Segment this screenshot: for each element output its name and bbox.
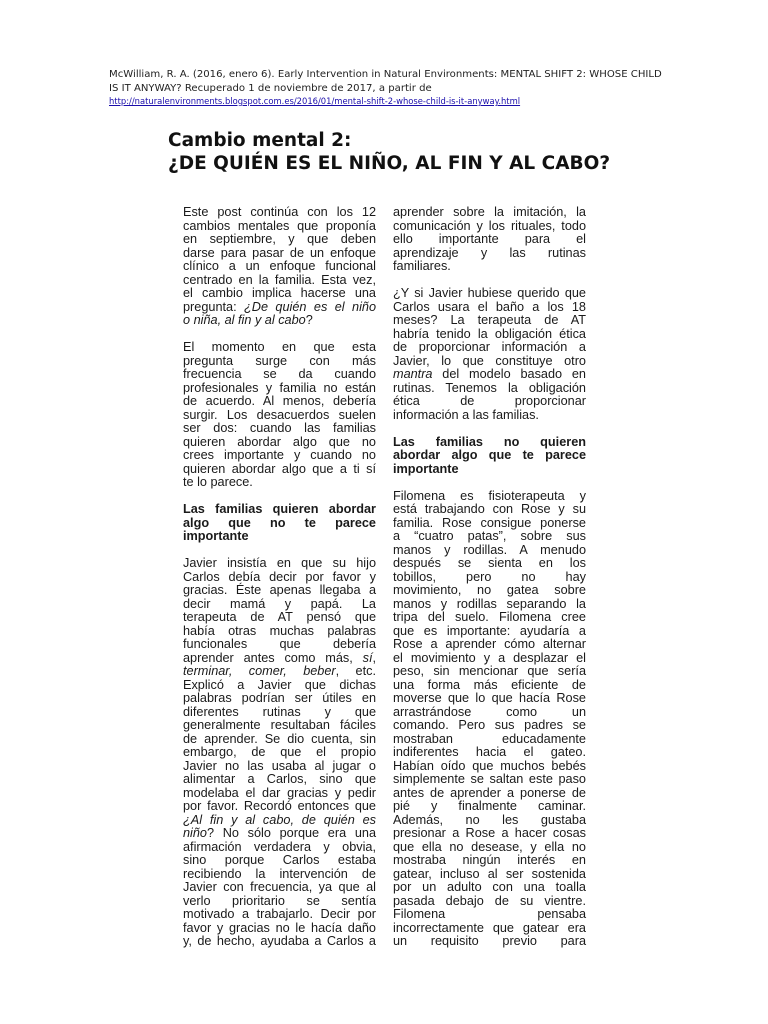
text-line: Filomena pensaba	[393, 907, 586, 921]
text-line: aprendizaje y las rutinas	[393, 245, 586, 260]
left-column	[183, 206, 376, 949]
text-line: una forma más eficiente de	[393, 677, 586, 692]
text-line: quieren abordar algo que no	[183, 434, 376, 449]
paragraph	[393, 490, 586, 949]
text-line: abordar algo que te parece	[393, 448, 586, 462]
text-line: antes de aprender a ponerse de	[393, 785, 586, 800]
text-line: el movimiento y a desplazar el	[393, 650, 586, 665]
text-line: presionar a Rose a hacer cosas	[393, 826, 586, 840]
text-line: importante	[393, 461, 459, 476]
section-heading	[183, 503, 376, 544]
text-line: Las familias quieren abordar	[183, 502, 376, 516]
text-line: pasada debajo de su vientre.	[393, 893, 586, 908]
text-line: familiares.	[393, 259, 451, 273]
text-line: palabras podrían ser útiles en	[183, 691, 376, 705]
text-line: cambios mentales que proponía	[183, 218, 376, 233]
text-line: moverse que lo que hacía Rose	[393, 691, 586, 705]
text-line: movimiento, no gatea sobre	[393, 583, 586, 597]
text-line: favor y gracias no le hacía daño	[183, 920, 376, 935]
text-line: darse para pasar de un enfoque	[183, 245, 376, 260]
text-line: en septiembre, y que deben	[183, 232, 376, 246]
text-line: indiferentes hacia el gateo.	[393, 745, 586, 759]
text-line: está trabajando con Rose y su	[393, 502, 586, 516]
text-line: niño? No sólo porque era una	[183, 826, 376, 840]
section-heading	[393, 436, 586, 477]
text-line: meses? La terapeuta de AT	[393, 313, 586, 327]
text-line: Carlos usara el baño a los 18	[393, 299, 586, 314]
text-line: que es importante: ayudaría a	[393, 623, 586, 638]
text-line: motivado a trabajarlo. Decir por	[183, 907, 376, 921]
text-line: pregunta surge con más	[183, 353, 376, 368]
text-line: de aprender. Se dio cuenta, sin	[183, 731, 376, 746]
text-line: y, de hecho, ayudaba a Carlos a	[183, 934, 376, 948]
text-line: de proporcionar información a	[393, 340, 586, 354]
text-line: tobillos, pero no hay	[393, 569, 586, 584]
citation-line: McWilliam, R. A. (2016, enero 6). Early Intervention in Natural Environments: MENTAL SHIFT 2: WHOSE CHILD	[109, 69, 662, 80]
text-line: información a las familias.	[393, 407, 539, 422]
text-line: había otras muchas palabras	[183, 623, 376, 638]
text-line: arrastrándose como un	[393, 704, 586, 719]
text-line: habría tenido la obligación ética	[393, 326, 586, 341]
text-line: El momento en que esta	[183, 340, 376, 354]
right-column	[393, 206, 586, 949]
text-line: incorrectamente que gatear era	[393, 920, 586, 935]
text-line: ética de proporcionar	[393, 394, 586, 408]
text-line: terapeuta de AT pensó que	[183, 610, 376, 624]
text-line: ello importante para el	[393, 232, 586, 246]
text-line: Filomena es fisioterapeuta y	[393, 488, 586, 503]
text-line: pregunta: ¿De quién es el niño	[183, 299, 377, 314]
text-line: mantra del modelo basado en	[393, 367, 586, 381]
text-line: por un adulto con una toalla	[393, 880, 586, 894]
paragraph	[393, 287, 586, 422]
paragraph	[183, 557, 376, 949]
text-line: gatear, incluso al ser sostenida	[393, 866, 586, 881]
text-line: comunicación y los rituales, todo	[393, 218, 586, 233]
text-line: crees importante y cuando no	[183, 448, 376, 462]
text-line: el cambio implica hacerse una	[183, 286, 376, 300]
text-line: Carlos debía decir por favor y	[183, 569, 376, 584]
text-line: pié y finalmente caminar.	[393, 799, 586, 813]
text-line: un requisito previo para	[393, 934, 586, 948]
text-line: Las familias no quieren	[393, 434, 586, 449]
text-line: modelaba el dar gracias y pedir	[183, 785, 376, 800]
text-line: tripa del suelo. Filomena cree	[393, 610, 586, 624]
text-line: recibiendo la intervención de	[183, 866, 376, 881]
text-line: gracias. Éste apenas llegaba a	[183, 583, 376, 597]
text-line: ¿Al fin y al cabo, de quién es	[183, 812, 376, 827]
text-line: decir mamá y papá. La	[183, 596, 376, 611]
text-line: comando. Pero sus padres se	[393, 718, 586, 732]
text-line: embargo, de que el propio	[183, 745, 376, 759]
text-line: aprender antes como más, sí,	[183, 650, 376, 665]
source-link[interactable]: http://naturalenvironments.blogspot.com.es/2016/01/mental-shift-2-whose-child-is-it-anyway.html	[109, 96, 521, 106]
title-line: ¿DE QUIÉN ES EL NIÑO, AL FIN Y AL CABO?	[168, 152, 611, 174]
text-line: frecuencia se da cuando	[183, 367, 376, 381]
text-line: sino porque Carlos estaba	[183, 853, 376, 867]
text-line: te lo parece.	[183, 475, 253, 489]
text-line: generalmente resultaban fáciles	[183, 718, 376, 732]
paragraph	[393, 206, 586, 274]
text-line: peso, sin mencionar que sería	[393, 664, 586, 678]
text-line: Este post continúa con los 12	[183, 205, 376, 219]
text-line: algo que no te parece	[183, 515, 376, 530]
text-line: afirmación verdadera y obvia,	[183, 839, 376, 854]
text-line: clínico a un enfoque funcional	[183, 259, 376, 273]
text-line: después se sienta en los	[393, 556, 586, 570]
text-line: Habían oído que muchos bebés	[393, 758, 586, 773]
text-line: Javier insistía en que su hijo	[183, 556, 376, 570]
text-line: Explicó a Javier que dichas	[183, 677, 376, 692]
text-line: quieren abordar algo que a ti sí	[183, 461, 376, 476]
text-line: manos y rodillas. A menudo	[393, 542, 586, 557]
text-line: funcionales que debería	[183, 637, 376, 651]
text-line: importante	[183, 529, 249, 543]
text-line: centrado en la familia. Esta vez,	[183, 272, 376, 287]
text-line: Además, no les gustaba	[393, 812, 586, 827]
text-line: a “cuatro patas”, sobre sus	[393, 529, 586, 543]
text-line: Javier, lo que constituye otro	[393, 353, 586, 368]
text-line: familia. Rose consigue ponerse	[393, 515, 586, 530]
text-line: manos y rodillas separando la	[393, 596, 586, 611]
text-line: por favor. Recordó entonces que	[183, 799, 376, 813]
text-line: simplemente se saltan este paso	[393, 772, 586, 786]
text-line: diferentes rutinas y que	[183, 704, 376, 719]
text-line: Rose a aprender cómo alternar	[393, 637, 586, 651]
text-line: surgir. Los desacuerdos suelen	[183, 407, 376, 422]
paragraph	[183, 341, 376, 490]
text-line: terminar, comer, beber, etc.	[183, 664, 376, 678]
text-line: que ella no desease, y ella no	[393, 839, 586, 854]
text-line: Javier con frecuencia, ya que al	[183, 880, 376, 894]
text-line: aprender sobre la imitación, la	[393, 205, 586, 219]
article-title	[168, 130, 688, 175]
title-line: Cambio mental 2:	[168, 130, 352, 151]
text-line: mostraba ningún interés en	[393, 853, 586, 867]
citation	[109, 68, 709, 107]
text-line: mostraban educadamente	[393, 731, 586, 746]
text-line: rutinas. Tenemos la obligación	[393, 380, 586, 395]
text-line: o niña, al fin y al cabo?	[183, 313, 313, 327]
citation-line: IS IT ANYWAY? Recuperado 1 de noviembre de 2017, a partir de	[109, 82, 432, 94]
text-line: verlo prioritario se sentía	[183, 893, 376, 908]
text-line: de acuerdo. Al menos, debería	[183, 394, 376, 408]
text-line: ¿Y si Javier hubiese querido que	[393, 286, 586, 300]
text-line: ser dos: cuando las familias	[183, 421, 376, 435]
text-line: profesionales y familia no están	[183, 380, 376, 395]
text-line: Javier no las usaba al jugar o	[183, 758, 376, 773]
paragraph	[183, 206, 376, 328]
text-line: alimentar a Carlos, sino que	[183, 772, 376, 786]
